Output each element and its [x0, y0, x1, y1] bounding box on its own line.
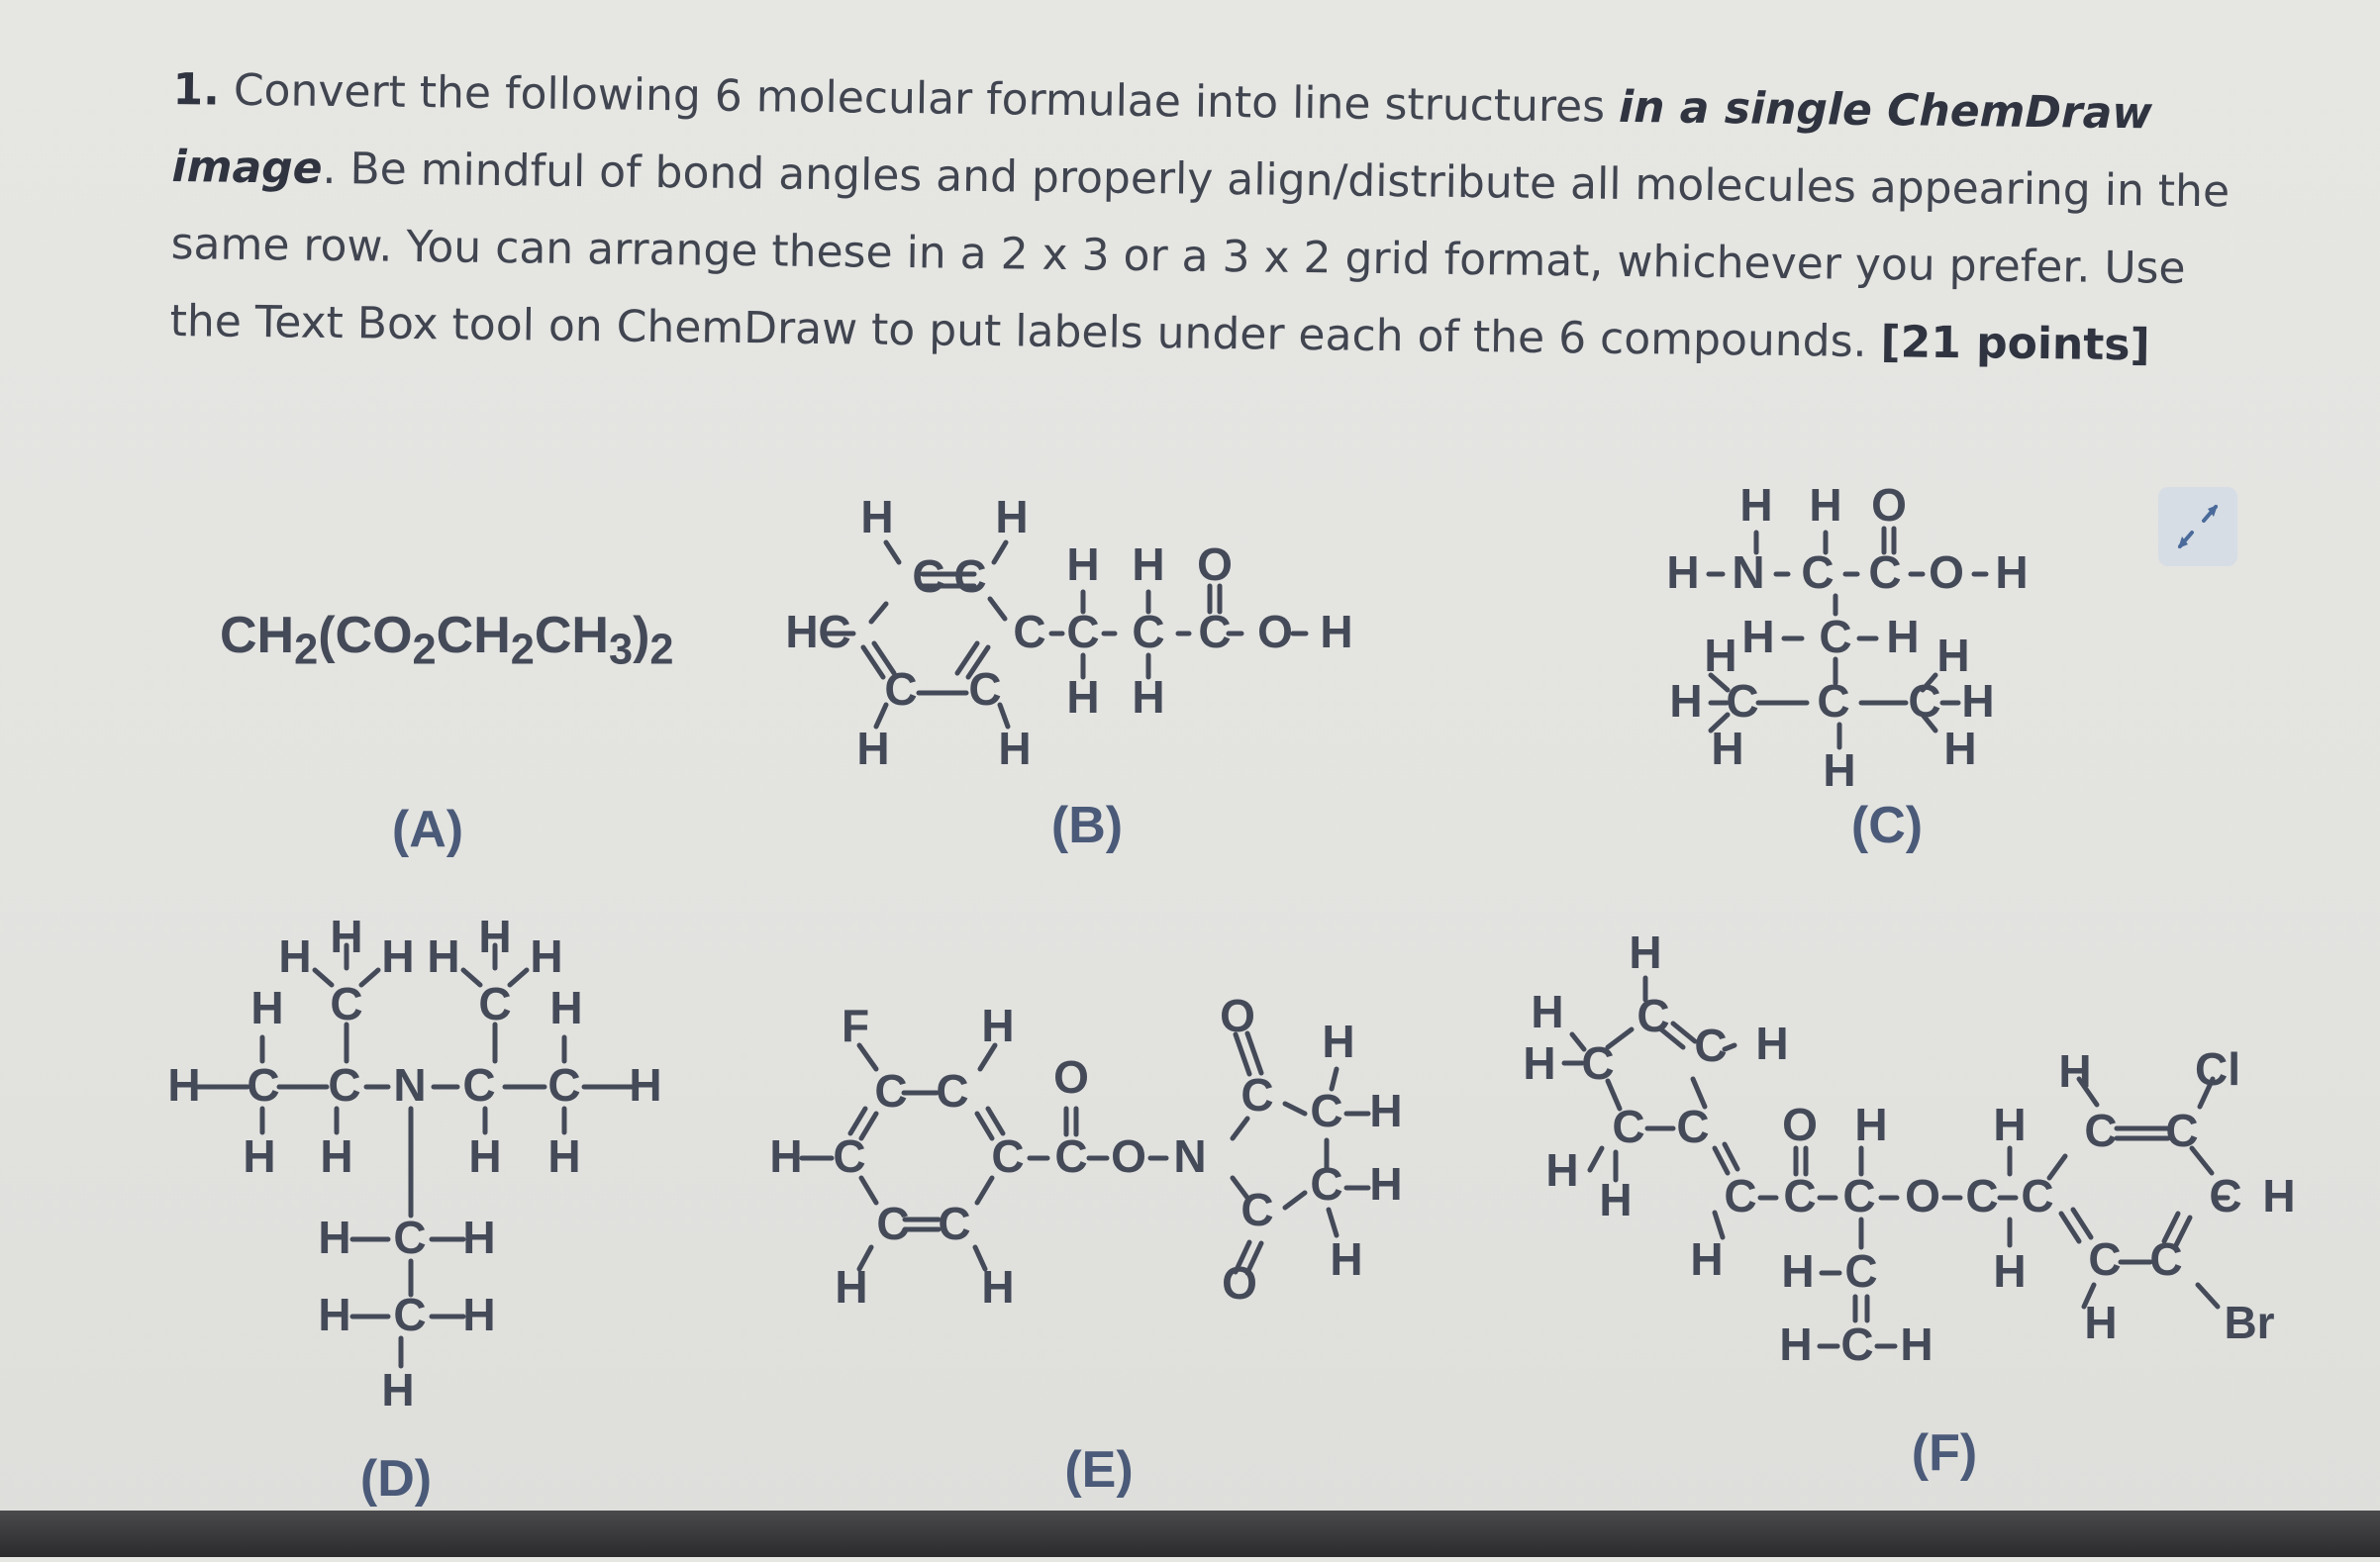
- question-number: 1.: [172, 63, 221, 116]
- svg-text:H: H: [1629, 927, 1662, 979]
- svg-text:H: H: [427, 930, 460, 983]
- svg-text:C: C: [1801, 546, 1835, 599]
- svg-text:H: H: [1545, 1144, 1579, 1197]
- svg-text:H: H: [547, 1130, 581, 1183]
- compound-f-structure: [1523, 927, 2295, 1370]
- svg-text:Br: Br: [2224, 1297, 2275, 1349]
- svg-text:O: O: [1929, 546, 1964, 599]
- svg-text:H: H: [1781, 1245, 1815, 1298]
- svg-text:C: C: [936, 1065, 969, 1118]
- svg-text:H: H: [629, 1059, 662, 1112]
- svg-text:H: H: [1330, 1233, 1363, 1286]
- svg-text:C: C: [1724, 1170, 1757, 1222]
- svg-text:C: C: [1840, 1318, 1874, 1371]
- compound-e-atoms: [769, 990, 1402, 1313]
- svg-text:C: C: [1868, 546, 1902, 599]
- svg-text:C: C: [247, 1059, 280, 1112]
- svg-text:C: C: [968, 663, 1002, 716]
- svg-text:H: H: [1369, 1158, 1403, 1211]
- svg-text:C: C: [1908, 675, 1941, 728]
- label-e: (E): [1064, 1441, 1134, 1499]
- svg-text:H: H: [1132, 538, 1165, 591]
- svg-text:H: H: [1809, 479, 1842, 532]
- svg-text:C: C: [2088, 1233, 2122, 1286]
- svg-text:H: H: [330, 911, 363, 963]
- svg-text:C: C: [393, 1212, 427, 1264]
- svg-text:C: C: [328, 1059, 361, 1112]
- svg-text:H: H: [381, 1364, 415, 1416]
- svg-text:C: C: [1844, 1245, 1878, 1298]
- svg-text:H: H: [1669, 675, 1703, 728]
- svg-text:H: H: [1132, 671, 1165, 724]
- svg-text:C: C: [1612, 1101, 1645, 1153]
- svg-text:H: H: [530, 930, 563, 983]
- compound-d-atoms: [167, 911, 661, 1416]
- svg-text:C: C: [1676, 1101, 1710, 1153]
- svg-text:H: H: [785, 606, 819, 658]
- svg-text:C: C: [330, 978, 363, 1030]
- svg-text:H: H: [462, 1289, 496, 1341]
- question-text-before: Convert the following 6 molecular formulae into line structures: [233, 64, 1606, 133]
- svg-text:C: C: [2084, 1105, 2118, 1157]
- svg-text:N: N: [1732, 546, 1765, 599]
- svg-text:N: N: [1173, 1130, 1207, 1183]
- svg-text:H: H: [1779, 1318, 1813, 1371]
- svg-text:H: H: [320, 1130, 353, 1183]
- svg-text:H: H: [1066, 538, 1100, 591]
- svg-text:O: O: [1053, 1051, 1089, 1104]
- svg-text:H: H: [549, 982, 583, 1034]
- compound-c-structure: [1666, 479, 2028, 796]
- svg-text:H: H: [1900, 1318, 1934, 1371]
- label-b: (B): [1050, 797, 1124, 854]
- svg-text:C: C: [876, 1198, 910, 1250]
- svg-text:H: H: [278, 930, 312, 983]
- svg-text:H: H: [1961, 675, 1995, 728]
- svg-text:H: H: [250, 982, 284, 1034]
- svg-text:F: F: [841, 1000, 870, 1052]
- svg-text:C: C: [478, 978, 512, 1030]
- screen-bezel: [0, 1511, 2380, 1557]
- compound-c-atoms: [1666, 479, 2028, 796]
- svg-text:C: C: [1198, 606, 1232, 658]
- svg-text:H: H: [1936, 630, 1970, 682]
- svg-text:H: H: [478, 911, 512, 963]
- label-f: (F): [1911, 1424, 1978, 1482]
- svg-text:C: C: [547, 1059, 581, 1112]
- compound-b-structure: [785, 491, 1352, 774]
- svg-text:C: C: [393, 1289, 427, 1341]
- compound-f-atoms: [1523, 927, 2295, 1370]
- svg-text:O: O: [1222, 1257, 1257, 1310]
- svg-text:O: O: [1871, 479, 1907, 532]
- question-emphasis: in a single ChemDraw image: [171, 81, 2153, 194]
- svg-text:H: H: [998, 723, 1032, 775]
- svg-text:C: C: [1240, 1069, 1274, 1122]
- svg-text:C: C: [991, 1130, 1025, 1183]
- svg-text:C: C: [462, 1059, 496, 1112]
- svg-text:C: C: [953, 550, 987, 603]
- svg-text:H: H: [462, 1212, 496, 1264]
- svg-text:H: H: [1531, 986, 1564, 1038]
- svg-text:C: C: [1132, 606, 1165, 658]
- svg-text:H: H: [167, 1059, 201, 1112]
- svg-text:C: C: [2149, 1233, 2183, 1286]
- svg-text:H: H: [856, 723, 890, 775]
- svg-text:H: H: [860, 491, 894, 543]
- svg-text:C: C: [1054, 1130, 1088, 1183]
- svg-text:H: H: [1741, 611, 1775, 663]
- svg-text:H: H: [995, 491, 1029, 543]
- svg-text:C: C: [1783, 1170, 1817, 1222]
- svg-text:H: H: [981, 1000, 1015, 1052]
- svg-text:H: H: [318, 1212, 351, 1264]
- svg-text:C: C: [1066, 606, 1100, 658]
- svg-text:H: H: [381, 930, 415, 983]
- svg-text:H: H: [318, 1289, 351, 1341]
- compound-a-formula: $CH_2(CO_2CH_2CH_3)_2$: [220, 607, 674, 674]
- svg-text:H: H: [2262, 1170, 2296, 1222]
- question-text-after: . Be mindful of bond angles and properly align/distribute all molecules appearing in the same row. You can arrange these in a 2 x 3 or a 3 x 2 grid format, whichever you prefer. Use the Text Box tool on ChemDraw to put labels under each of the 6 compounds.: [169, 143, 2231, 367]
- svg-text:C: C: [1817, 675, 1850, 728]
- svg-text:O: O: [1257, 606, 1293, 658]
- svg-text:H: H: [243, 1130, 276, 1183]
- label-d: (D): [359, 1450, 433, 1508]
- svg-text:C: C: [2165, 1105, 2199, 1157]
- svg-text:O: O: [1111, 1130, 1146, 1183]
- svg-text:C: C: [1013, 606, 1046, 658]
- svg-text:C: C: [2021, 1170, 2054, 1222]
- svg-text:H: H: [1886, 611, 1920, 663]
- svg-text:C: C: [1965, 1170, 1999, 1222]
- svg-text:H: H: [1993, 1099, 2027, 1151]
- svg-text:O: O: [1782, 1099, 1818, 1151]
- svg-text:H: H: [1755, 1018, 1789, 1070]
- svg-text:C: C: [1819, 611, 1852, 663]
- compound-d-structure: [167, 911, 661, 1416]
- compound-e-structure: [769, 990, 1402, 1313]
- svg-text:H: H: [1066, 671, 1100, 724]
- svg-text:H: H: [981, 1261, 1015, 1314]
- svg-text:C: C: [1310, 1085, 1343, 1137]
- svg-text:H: H: [1823, 744, 1856, 797]
- compound-b-atoms: [785, 491, 1352, 774]
- svg-text:C: C: [884, 663, 918, 716]
- svg-text:C: C: [1842, 1170, 1876, 1222]
- svg-text:H: H: [1704, 630, 1737, 682]
- svg-text:C: C: [818, 606, 851, 658]
- svg-text:H: H: [1995, 546, 2029, 599]
- svg-text:C: C: [1636, 990, 1670, 1042]
- svg-text:C: C: [1581, 1037, 1615, 1090]
- svg-text:H: H: [1854, 1099, 1888, 1151]
- svg-text:C: C: [874, 1065, 908, 1118]
- svg-text:H: H: [1320, 606, 1353, 658]
- svg-text:H: H: [2084, 1297, 2118, 1349]
- svg-text:O: O: [1197, 538, 1233, 591]
- svg-text:H: H: [1711, 723, 1744, 775]
- svg-text:O: O: [1905, 1170, 1940, 1222]
- svg-text:H: H: [1666, 546, 1700, 599]
- svg-text:H: H: [468, 1130, 502, 1183]
- svg-text:H: H: [1523, 1037, 1556, 1090]
- svg-text:C: C: [912, 550, 945, 603]
- svg-text:H: H: [2058, 1045, 2092, 1098]
- svg-text:H: H: [1369, 1085, 1403, 1137]
- svg-text:H: H: [1690, 1233, 1724, 1286]
- svg-text:H: H: [835, 1261, 868, 1314]
- svg-text:C: C: [938, 1198, 971, 1250]
- svg-text:C: C: [833, 1130, 866, 1183]
- svg-text:H: H: [1943, 723, 1977, 775]
- svg-text:C: C: [1310, 1158, 1343, 1211]
- svg-text:C: C: [1694, 1020, 1728, 1072]
- svg-text:H: H: [1599, 1174, 1633, 1226]
- svg-text:H: H: [769, 1130, 803, 1183]
- label-c: (C): [1850, 797, 1924, 854]
- svg-text:H: H: [1322, 1016, 1355, 1068]
- svg-text:N: N: [393, 1059, 427, 1112]
- svg-text:C: C: [1240, 1184, 1274, 1236]
- question-points: [21 points]: [1880, 317, 2150, 371]
- svg-text:Cl: Cl: [2195, 1043, 2240, 1096]
- svg-text:C: C: [1726, 675, 1759, 728]
- label-a: (A): [391, 801, 464, 858]
- svg-text:C: C: [2209, 1170, 2242, 1222]
- svg-text:H: H: [1739, 479, 1773, 532]
- expand-image-button[interactable]: [2158, 487, 2237, 566]
- svg-text:O: O: [1220, 990, 1255, 1042]
- svg-text:H: H: [1993, 1245, 2027, 1298]
- expand-arrows-icon: [2158, 487, 2237, 566]
